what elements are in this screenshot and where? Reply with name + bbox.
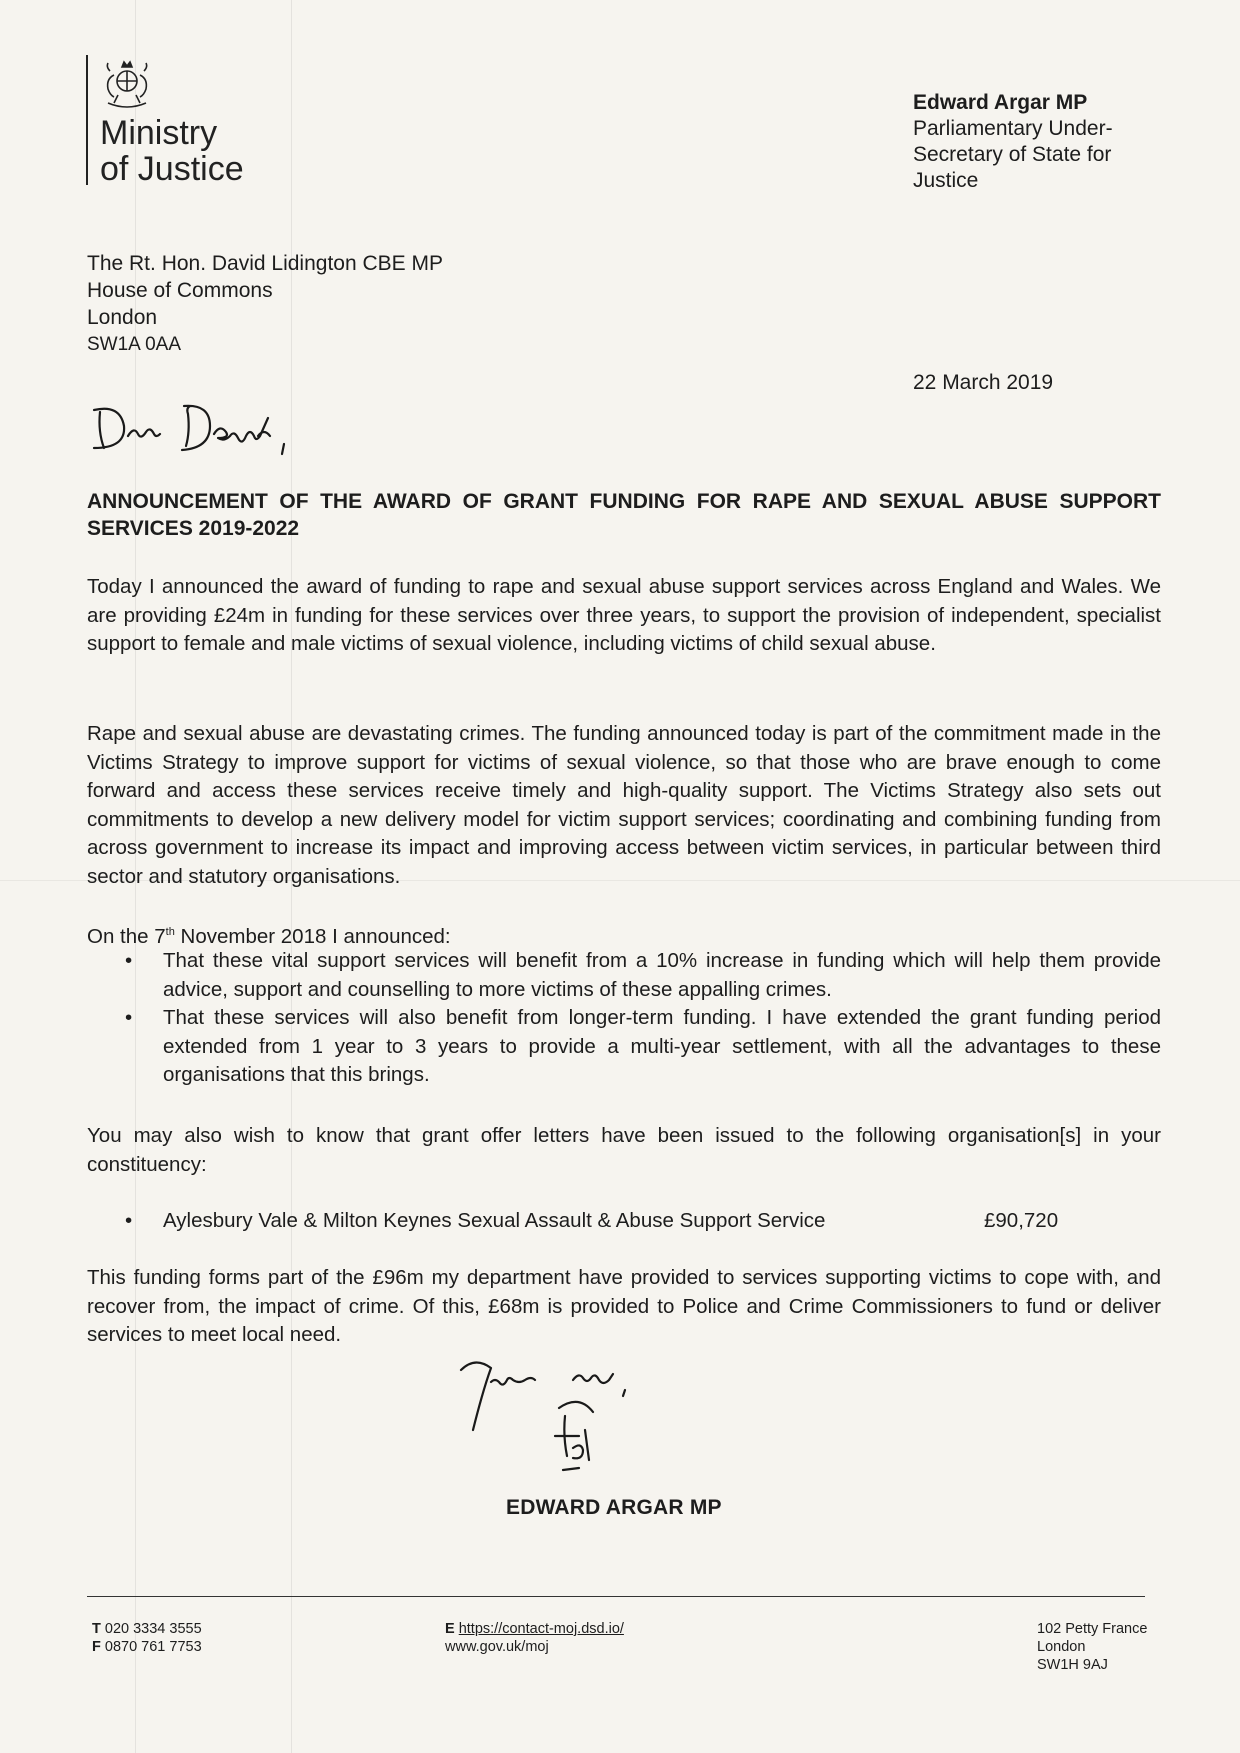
letter-date: 22 March 2019	[913, 371, 1054, 394]
bullet-item	[87, 1004, 1161, 1090]
royal-crest-icon	[100, 59, 154, 111]
sender-block	[913, 90, 1113, 194]
recipient-postcode: SW1A 0AA	[87, 334, 181, 355]
logo-text-line1: Ministry	[100, 114, 218, 152]
sender-name: Edward Argar MP	[913, 91, 1088, 114]
footer-address-line: London	[1037, 1639, 1086, 1655]
footer-telephone: 020 3334 3555	[104, 1621, 202, 1637]
handwritten-signature	[455, 1352, 665, 1492]
logo-rule	[86, 55, 88, 185]
footer-fax: 0870 761 7753	[104, 1639, 202, 1655]
footer-email-row	[445, 1620, 624, 1638]
sender-title-line: Justice	[913, 169, 979, 192]
footer-rule	[87, 1596, 1145, 1597]
paragraph-text: November 2018 I announced:	[174, 924, 451, 948]
organisation-name: Aylesbury Vale & Milton Keynes Sexual Assault & Abuse Support Service	[163, 1209, 826, 1232]
recipient-line: The Rt. Hon. David Lidington CBE MP	[87, 252, 443, 275]
paragraph: Rape and sexual abuse are devastating crimes. The funding announced today is part of the commitment made in the Victims Strategy to improve support for victims of sexual violence, so that those who are brave enough to come forward and access these services receive timely and high-quality support. The Victims Strategy also sets out commitments to develop a new delivery model for victim support services; coordinating and combining funding from across government to increase its impact and improving access between victim services, in particular between third sector and statutory organisations.	[87, 722, 1161, 888]
sender-title-line: Parliamentary Under-	[913, 117, 1113, 140]
recipient-address	[87, 250, 443, 358]
footer-address-line: SW1H 9AJ	[1037, 1657, 1108, 1673]
bullet-item	[87, 947, 1161, 1004]
footer-label: T	[92, 1621, 101, 1637]
organisation-amount: £90,720	[984, 1209, 1059, 1232]
bullet-text: That these vital support services will benefit from a 10% increase in funding which will help them provide advice, support and counselling to more victims of these appalling crimes.	[163, 949, 1161, 1001]
paragraph: This funding forms part of the £96m my department have provided to services supporting victims to cope with, and recover from, the impact of crime. Of this, £68m is provided to Police and Crime Commissioners to fund or deliver services to meet local need.	[87, 1266, 1161, 1347]
footer-website[interactable]: www.gov.uk/moj	[445, 1639, 549, 1655]
footer-online	[445, 1620, 624, 1656]
logo-text-line2: of Justice	[100, 150, 244, 188]
sender-title-line: Secretary of State for	[913, 143, 1112, 166]
letter-heading: ANNOUNCEMENT OF THE AWARD OF GRANT FUNDING FOR RAPE AND SEXUAL ABUSE SUPPORT SERVICES 2019-2022	[87, 490, 1161, 540]
bullet-list	[87, 947, 1161, 1090]
footer-address	[1037, 1620, 1147, 1674]
footer-telephone-row	[92, 1620, 202, 1638]
footer-contact	[92, 1620, 202, 1656]
bullet-icon: •	[125, 1209, 133, 1232]
recipient-line: House of Commons	[87, 279, 273, 302]
footer-email-link[interactable]: https://contact-moj.dsd.io/	[458, 1621, 624, 1637]
footer-fax-row	[92, 1638, 202, 1656]
bullet-text: That these services will also benefit from longer-term funding. I have extended the grant funding period extended from 1 year to 3 years to provide a multi-year settlement, with all the advantages to these organisations that this brings.	[163, 1006, 1161, 1087]
paragraph: You may also wish to know that grant offer letters have been issued to the following organisation[s] in your constituency:	[87, 1124, 1161, 1176]
paragraph-text: On the 7	[87, 924, 166, 948]
footer-address-line: 102 Petty France	[1037, 1621, 1148, 1637]
signatory-name: EDWARD ARGAR MP	[506, 1496, 722, 1519]
bullet-icon: •	[125, 949, 133, 972]
handwritten-salutation	[88, 400, 308, 462]
bullet-icon: •	[125, 1006, 133, 1030]
recipient-line: London	[87, 306, 158, 329]
footer-label: E	[445, 1621, 455, 1637]
superscript: th	[165, 926, 175, 938]
footer-label: F	[92, 1639, 101, 1655]
paragraph: Today I announced the award of funding to rape and sexual abuse support services across England and Wales. We are providing £24m in funding for these services over three years, to support the provision of independent, specialist support to female and male victims of sexual violence, including victims of child sexual abuse.	[87, 575, 1161, 656]
